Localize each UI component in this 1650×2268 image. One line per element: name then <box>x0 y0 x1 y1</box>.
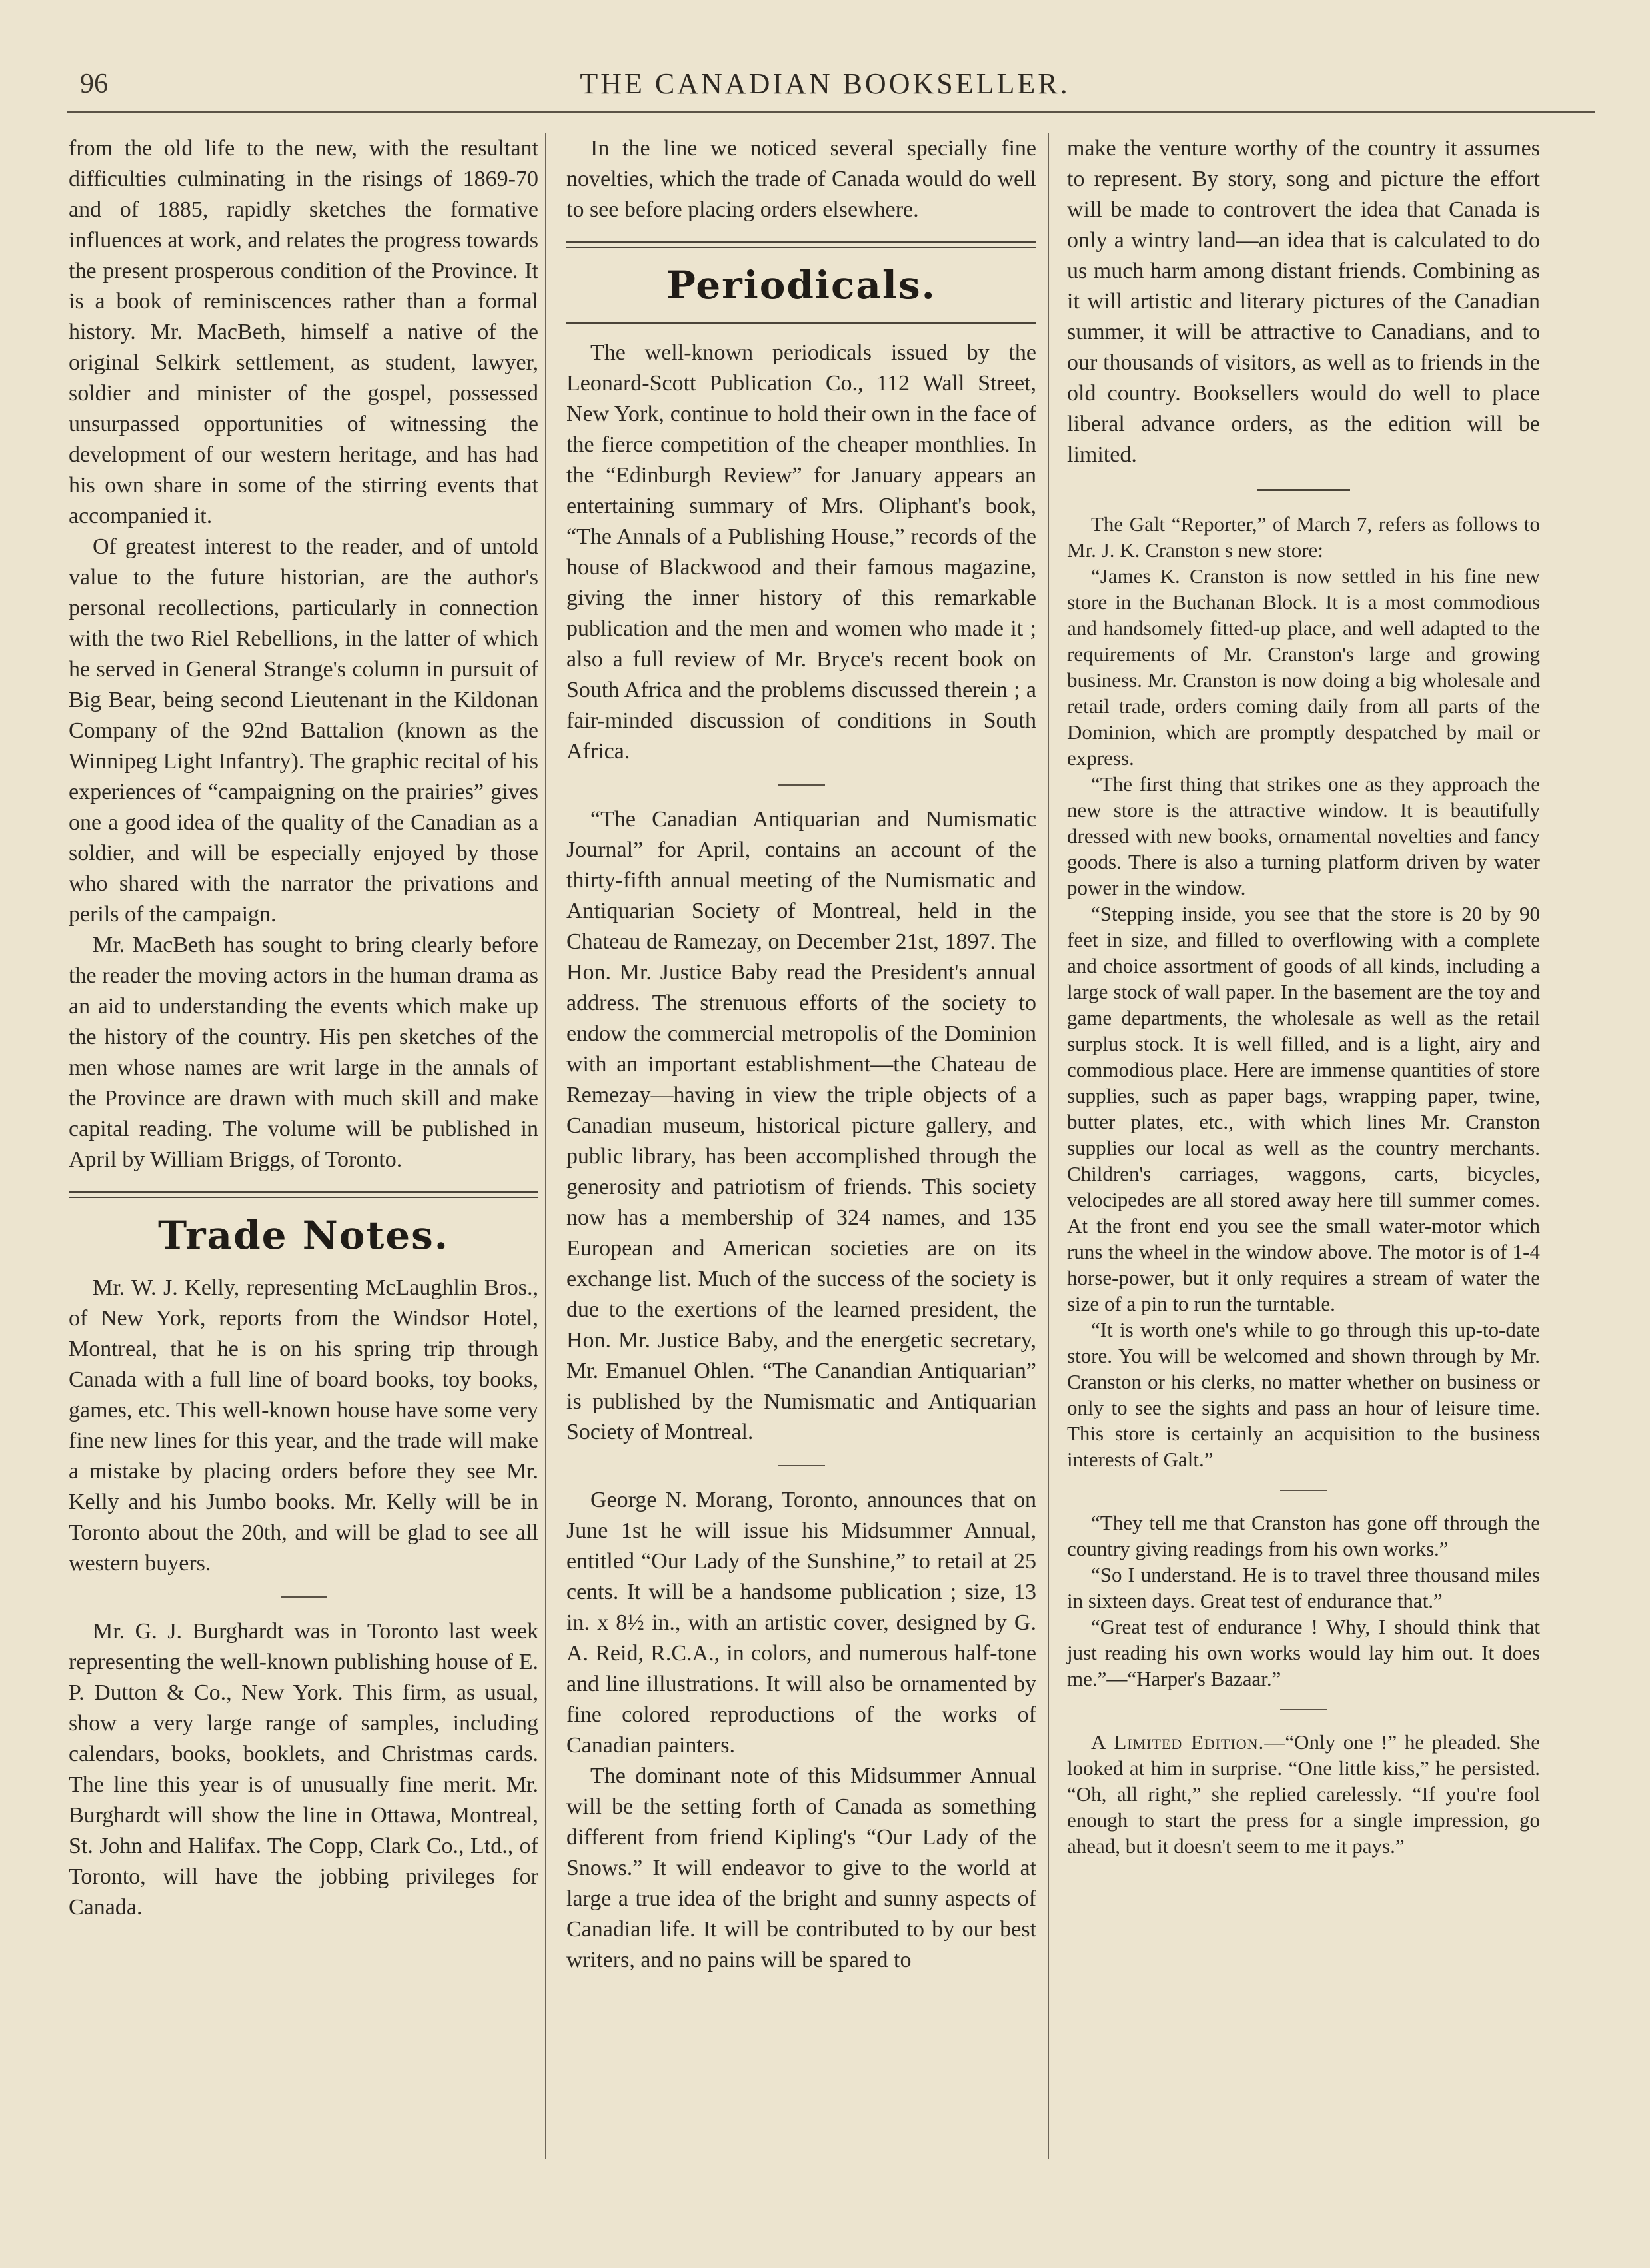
section-heading-periodicals: Periodicals. <box>666 263 936 308</box>
separator-rule <box>778 784 825 786</box>
run-in-heading: A Limited Edition. <box>1091 1730 1265 1754</box>
section-rule <box>69 1191 538 1198</box>
header-rule <box>67 111 1595 113</box>
paragraph: “The first thing that strikes one as they approach the new store is the attractive window. It is beautifully dressed with new books, ornamental novelties and fancy goods. There is also a turning platform driven by water power in the window. <box>1067 772 1540 899</box>
column-divider <box>545 133 546 2159</box>
paragraph: “The Canadian Antiquarian and Numismatic Journal” for April, contains an account of the thirty-fifth annual meeting of the Numismatic and Antiquarian Society of Montreal, held in the Chateau de Ramezay, on December 21st, 1897. The Hon. Mr. Justice Baby read the President's annual address. The strenuous efforts of the society to endow the commercial metropolis of the Dominion with an important establishment—the Chateau de Remezay—having in view the triple objects of a Canadian museum, historical picture gallery, and public library, has been accomplished through the generosity and patriotism of friends. This society now has a membership of 324 names, and 135 European and American societies are on its exchange list. Much of the success of the society is due to the exertions of the learned president, the Hon. Mr. Justice Baby, and the energetic secretary, Mr. Emanuel Ohlen. “The Canandian Antiquarian” is published by the Numismatic and Antiquarian Society of Montreal. <box>566 807 1036 1444</box>
paragraph: “Great test of endurance ! Why, I should think that just reading his own works would lay him out. It does me.”—“Harper's Bazaar.” <box>1067 1615 1540 1690</box>
paragraph: Mr. MacBeth has sought to bring clearly before the reader the moving actors in the human drama as an aid to understanding the events which make up the history of the country. His pen sketches of the men whose names are writ large in the annals of the Province are drawn with much skill and make capital reading. The volume will be published in April by William Briggs, of Toronto. <box>69 933 538 1172</box>
paragraph: Mr. W. J. Kelly, representing McLaughlin Bros., of New York, reports from the Windsor Hotel, Montreal, that he is on his spring trip through Canada with a full line of board books, toy books, games, etc. This well-known house have some very fine new lines for this year, and the trade will make a mistake by placing orders before they see Mr. Kelly and his Jumbo books. Mr. Kelly will be in Toronto about the 20th, and will be glad to see all western buyers. <box>69 1275 538 1576</box>
paragraph: make the venture worthy of the country it assumes to represent. By story, song and picture the effort will be made to controvert the idea that Canada is only a wintry land—an idea that is calculated to do us much harm among distant friends. Combining as it will artistic and literary pictures of the Canadian summer, it will be attractive to Canadians, and to our thousands of visitors, as well as to friends in the old country. Booksellers would do well to place liberal advance orders, as the edition will be limited. <box>1067 136 1540 467</box>
section-heading-trade-notes: Trade Notes. <box>158 1213 449 1258</box>
column-1 <box>69 133 538 1923</box>
paragraph: “They tell me that Cranston has gone off through the country giving readings from his own works.” <box>1067 1511 1540 1560</box>
page-number: 96 <box>80 69 108 99</box>
section-rule <box>566 322 1036 326</box>
paragraph <box>1067 1729 1540 1859</box>
paragraph: The Galt “Reporter,” of March 7, refers as follows to Mr. J. K. Cranston s new store: <box>1067 512 1540 562</box>
paragraph: from the old life to the new, with the resultant difficulties culminating in the risings of 1869-70 and of 1885, rapidly sketches the formative influences at work, and relates the progress towards the present prosperous condition of the Province. It is a book of reminiscences rather than a formal history. Mr. MacBeth, himself a native of the original Selkirk settlement, as student, lawyer, soldier and minister of the gospel, possessed unsurpassed opportunities of witnessing the development of our western heritage, and has had his own share in some of the stirring events that accompanied it. <box>69 136 538 528</box>
paragraph: The well-known periodicals issued by the Leonard-Scott Publication Co., 112 Wall Street, New York, continue to hold their own in the face of the fierce competition of the cheaper monthlies. In the “Edinburgh Review” for January appears an entertaining summary of Mrs. Oliphant's book, “The Annals of a Publishing House,” records of the house of Blackwood and their famous magazine, giving the inner history of this remarkable publication and the men and women who made it ; also a full review of Mr. Bryce's recent book on South Africa and the problems discussed therein ; a fair-minded discussion of conditions in South Africa. <box>566 340 1036 764</box>
separator-rule <box>1280 1709 1327 1710</box>
paragraph: Of greatest interest to the reader, and of untold value to the future historian, are the author's personal recollections, particularly in connection with the two Riel Rebellions, in the latter of which he served in General Strange's column in pursuit of Big Bear, being second Lieutenant in the Kildonan Company of the 92nd Battalion (known as the Winnipeg Light Infantry). The graphic recital of his experiences of “campaigning on the prairies” gives one a good idea of the quality of the Canadian as a soldier, and will be especially enjoyed by those who shared with the narrator the privations and perils of the campaign. <box>69 534 538 927</box>
separator-rule <box>1280 1490 1327 1491</box>
section-rule <box>566 241 1036 248</box>
column-2 <box>566 133 1036 1976</box>
paragraph: “So I understand. He is to travel three thousand miles in sixteen days. Great test of endurance that.” <box>1067 1563 1540 1612</box>
paragraph: George N. Morang, Toronto, announces that on June 1st he will issue his Midsummer Annual, entitled “Our Lady of the Sunshine,” to retail at 25 cents. It will be a handsome publication ; size, 13 in. x 8½ in., with an artistic cover, designed by G. A. Reid, R.C.A., in colors, and numerous half-tone and line illustrations. It will also be ornamented by fine colored reproductions of the works of Canadian painters. <box>566 1488 1036 1758</box>
column-divider <box>1048 133 1049 2159</box>
paragraph-text: —“Only one !” he pleaded. She looked at him in surprise. “One little kiss,” he persisted. “Oh, all right,” she replied carelessly. “If you're fool enough to start the press for a single impression, go ahead, but it doesn't seem to me it pays.” <box>1067 1730 1540 1858</box>
separator-rule <box>1257 489 1350 491</box>
page-title: THE CANADIAN BOOKSELLER. <box>580 67 1070 100</box>
column-3 <box>1067 133 1540 1859</box>
paragraph: In the line we noticed several specially fine novelties, which the trade of Canada would do well to see before placing orders elsewhere. <box>566 136 1036 222</box>
separator-rule <box>281 1596 327 1598</box>
paragraph: “James K. Cranston is now settled in his fine new store in the Buchanan Block. It is a most commodious and handsomely fitted-up place, and well adapted to the requirements of Mr. Cranston's large and growing business. Mr. Cranston is now doing a big wholesale and retail trade, orders coming daily from all parts of the Dominion, which are promptly despatched by mail or express. <box>1067 564 1540 770</box>
paragraph: “Stepping inside, you see that the store is 20 by 90 feet in size, and filled to overflowing with a complete and choice assortment of goods of all kinds, including a large stock of wall paper. In the basement are the toy and game departments, the wholesale as well as the retail surplus stock. It is well filled, and is a light, airy and commodious place. Here are immense quantities of store supplies, such as paper bags, wrapping paper, twine, butter plates, etc., with which lines Mr. Cranston supplies our local as well as the country merchants. Children's carriages, waggons, carts, bicycles, velocipedes are all stored away here till summer comes. At the front end you see the small water-motor which runs the wheel in the window above. The motor is of 1-4 horse-power, but it only requires a stream of water the size of a pin to run the turntable. <box>1067 902 1540 1315</box>
paragraph: “It is worth one's while to go through this up-to-date store. You will be welcomed and shown through by Mr. Cranston or his clerks, no matter whether on business or only to see the sights and pass an hour of leisure time. This store is certainly an acquisition to the business interests of Galt.” <box>1067 1318 1540 1471</box>
paragraph: The dominant note of this Midsummer Annual will be the setting forth of Canada as something different from friend Kipling's “Our Lady of the Snows.” It will endeavor to give to the world at large a true idea of the bright and sunny aspects of Canadian life. It will be contributed to by our best writers, and no pains will be spared to <box>566 1764 1036 1972</box>
paragraph: Mr. G. J. Burghardt was in Toronto last week representing the well-known publishing house of E. P. Dutton & Co., New York. This firm, as usual, show a very large range of samples, including calendars, books, booklets, and Christmas cards. The line this year is of unusually fine merit. Mr. Burghardt will show the line in Ottawa, Montreal, St. John and Halifax. The Copp, Clark Co., Ltd., of Toronto, will have the jobbing privileges for Canada. <box>69 1619 538 1920</box>
separator-rule <box>778 1465 825 1466</box>
